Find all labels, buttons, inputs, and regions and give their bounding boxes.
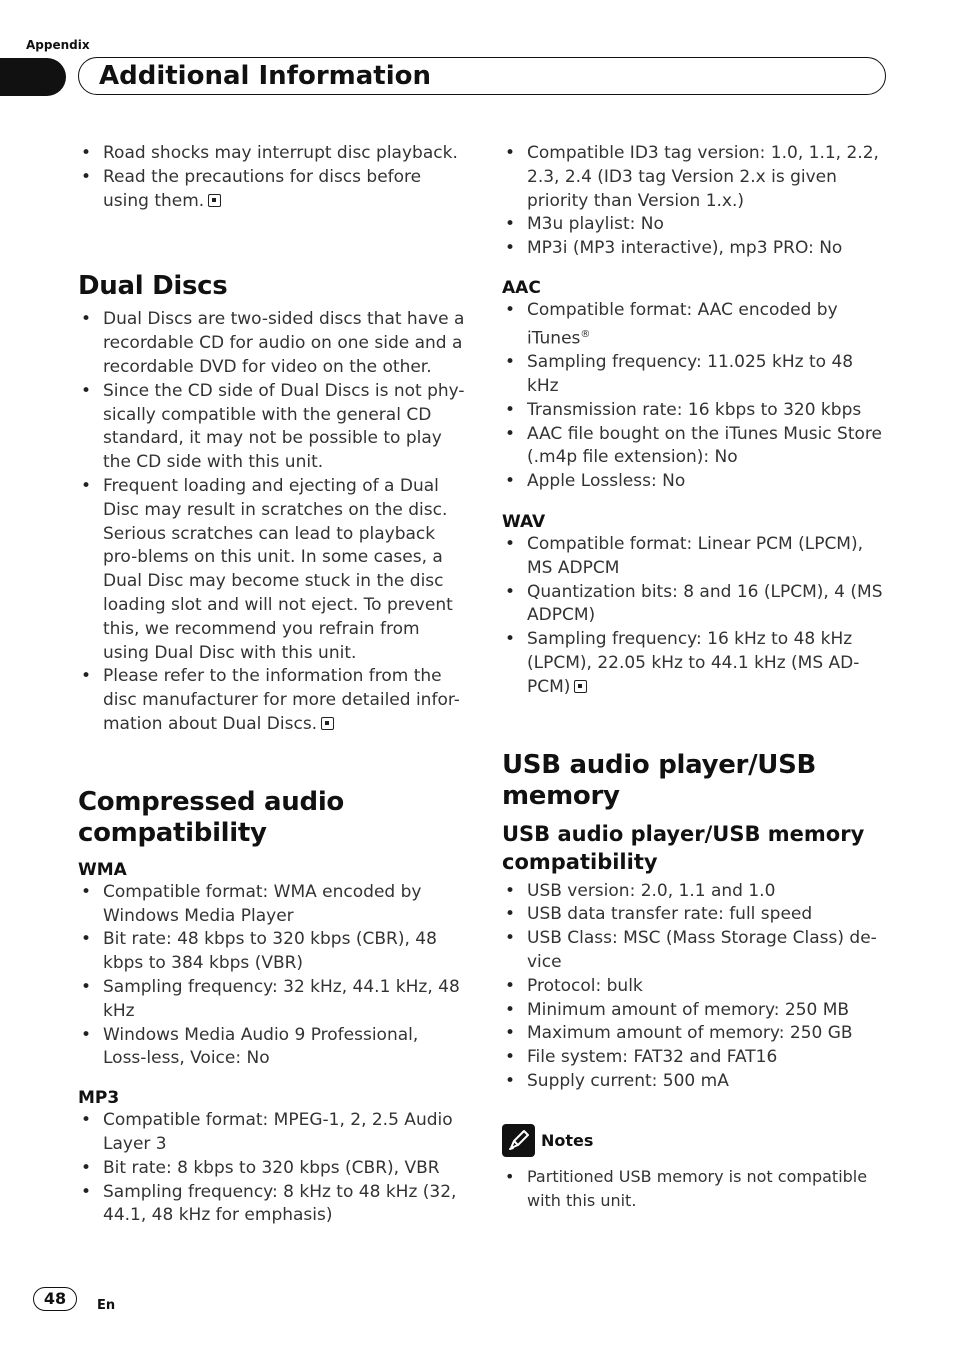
notes-header (502, 1124, 886, 1157)
pencil-icon (502, 1124, 535, 1157)
header-title: Additional Information (99, 61, 432, 91)
section-title-compressed: Compressed audio compatibility (78, 786, 344, 848)
end-mark-icon (321, 717, 334, 730)
dual-discs-list (78, 308, 466, 736)
list-item: • Road shocks may interrupt disc playback. (78, 142, 466, 166)
list-item: • Sampling frequency: 8 kHz to 48 kHz (32, 44.1, 48 kHz for emphasis) (78, 1181, 466, 1229)
end-mark-icon (208, 194, 221, 207)
header-bar (78, 57, 886, 95)
list-item: • Compatible format: MPEG-1, 2, 2.5 Audio Layer 3 (78, 1109, 466, 1157)
list-item: • Bit rate: 8 kbps to 320 kbps (CBR), VBR (78, 1157, 466, 1181)
list-item: • Protocol: bulk (502, 975, 886, 999)
list-item: • Windows Media Audio 9 Professional, Loss-less, Voice: No (78, 1024, 466, 1072)
left-column (78, 140, 466, 1228)
registered-mark: ® (580, 328, 591, 340)
aac-list (502, 299, 886, 494)
list-item: • Dual Discs are two-sided discs that have a recordable CD for audio on one side and a recordable DVD for video on the other. (78, 308, 466, 379)
appendix-label: Appendix (26, 38, 90, 52)
list-item: • Supply current: 500 mA (502, 1070, 886, 1094)
mp3-list-right (502, 142, 886, 261)
list-item: • USB Class: MSC (Mass Storage Class) de-vice (502, 927, 886, 975)
list-item: • AAC file bought on the iTunes Music Store (.m4p file extension): No (502, 423, 886, 471)
right-column (502, 140, 886, 1212)
list-item: • Transmission rate: 16 kbps to 320 kbps (502, 399, 886, 423)
language-code: En (97, 1298, 116, 1313)
intro-list (78, 142, 466, 213)
end-mark-icon (574, 680, 587, 693)
subsection-mp3: MP3 (78, 1088, 120, 1109)
list-item: • Maximum amount of memory: 250 GB (502, 1022, 886, 1046)
section-title-dual-discs: Dual Discs (78, 271, 228, 302)
list-item: • Compatible format: Linear PCM (LPCM), MS ADPCM (502, 533, 886, 581)
usb-list (502, 880, 886, 1094)
notes-label: Notes (541, 1130, 594, 1150)
wma-list (78, 881, 466, 1071)
list-item: • Sampling frequency: 11.025 kHz to 48 kHz (502, 351, 886, 399)
subsection-wav: WAV (502, 512, 546, 533)
list-item: • Frequent loading and ejecting of a Dual Disc may result in scratches on the disc. Serious scratches can lead to playback pro-blems on this unit. In some cases, a Dual Disc may become stuck in the disc loading slot and will not eject. To prevent this, we recommend you refrain from using Dual Disc with this unit. (78, 475, 466, 665)
list-item: • USB data transfer rate: full speed (502, 903, 886, 927)
section-tab (0, 58, 66, 96)
subsection-wma: WMA (78, 859, 127, 880)
notes-list (502, 1165, 886, 1213)
list-item: • Compatible format: AAC encoded by iTunes® (502, 299, 886, 351)
mp3-list-left (78, 1109, 466, 1228)
list-item: • Compatible format: WMA encoded by Windows Media Player (78, 881, 466, 929)
wav-list (502, 533, 886, 700)
list-item: • Please refer to the information from the disc manufacturer for more detailed infor-mation about Dual Discs. (78, 665, 466, 736)
list-item: • Quantization bits: 8 and 16 (LPCM), 4 (MS ADPCM) (502, 581, 886, 629)
list-item: • USB version: 2.0, 1.1 and 1.0 (502, 880, 886, 904)
list-item: • Partitioned USB memory is not compatible with this unit. (502, 1165, 886, 1213)
list-item: • MP3i (MP3 interactive), mp3 PRO: No (502, 237, 886, 261)
list-item: • Compatible ID3 tag version: 1.0, 1.1, 2.2, 2.3, 2.4 (ID3 tag Version 2.x is given priority than Version 1.x.) (502, 142, 886, 213)
list-item: • Read the precautions for discs before using them. (78, 166, 466, 214)
list-item: • Sampling frequency: 32 kHz, 44.1 kHz, 48 kHz (78, 976, 466, 1024)
list-item: • Apple Lossless: No (502, 470, 886, 494)
section-title-usb: USB audio player/USB memory (502, 749, 817, 811)
list-item: • Minimum amount of memory: 250 MB (502, 999, 886, 1023)
list-item: • Sampling frequency: 16 kHz to 48 kHz (LPCM), 22.05 kHz to 44.1 kHz (MS AD-PCM) (502, 628, 886, 699)
list-item: • File system: FAT32 and FAT16 (502, 1046, 886, 1070)
list-item: • Bit rate: 48 kbps to 320 kbps (CBR), 48 kbps to 384 kbps (VBR) (78, 928, 466, 976)
list-item: • Since the CD side of Dual Discs is not phy-sically compatible with the general CD standard, it may not be possible to play the CD side with this unit. (78, 380, 466, 475)
page-number: 48 (33, 1287, 77, 1311)
subsection-aac: AAC (502, 277, 541, 298)
list-item: • M3u playlist: No (502, 213, 886, 237)
subsection-usb-compat: USB audio player/USB memory compatibility (502, 821, 865, 874)
